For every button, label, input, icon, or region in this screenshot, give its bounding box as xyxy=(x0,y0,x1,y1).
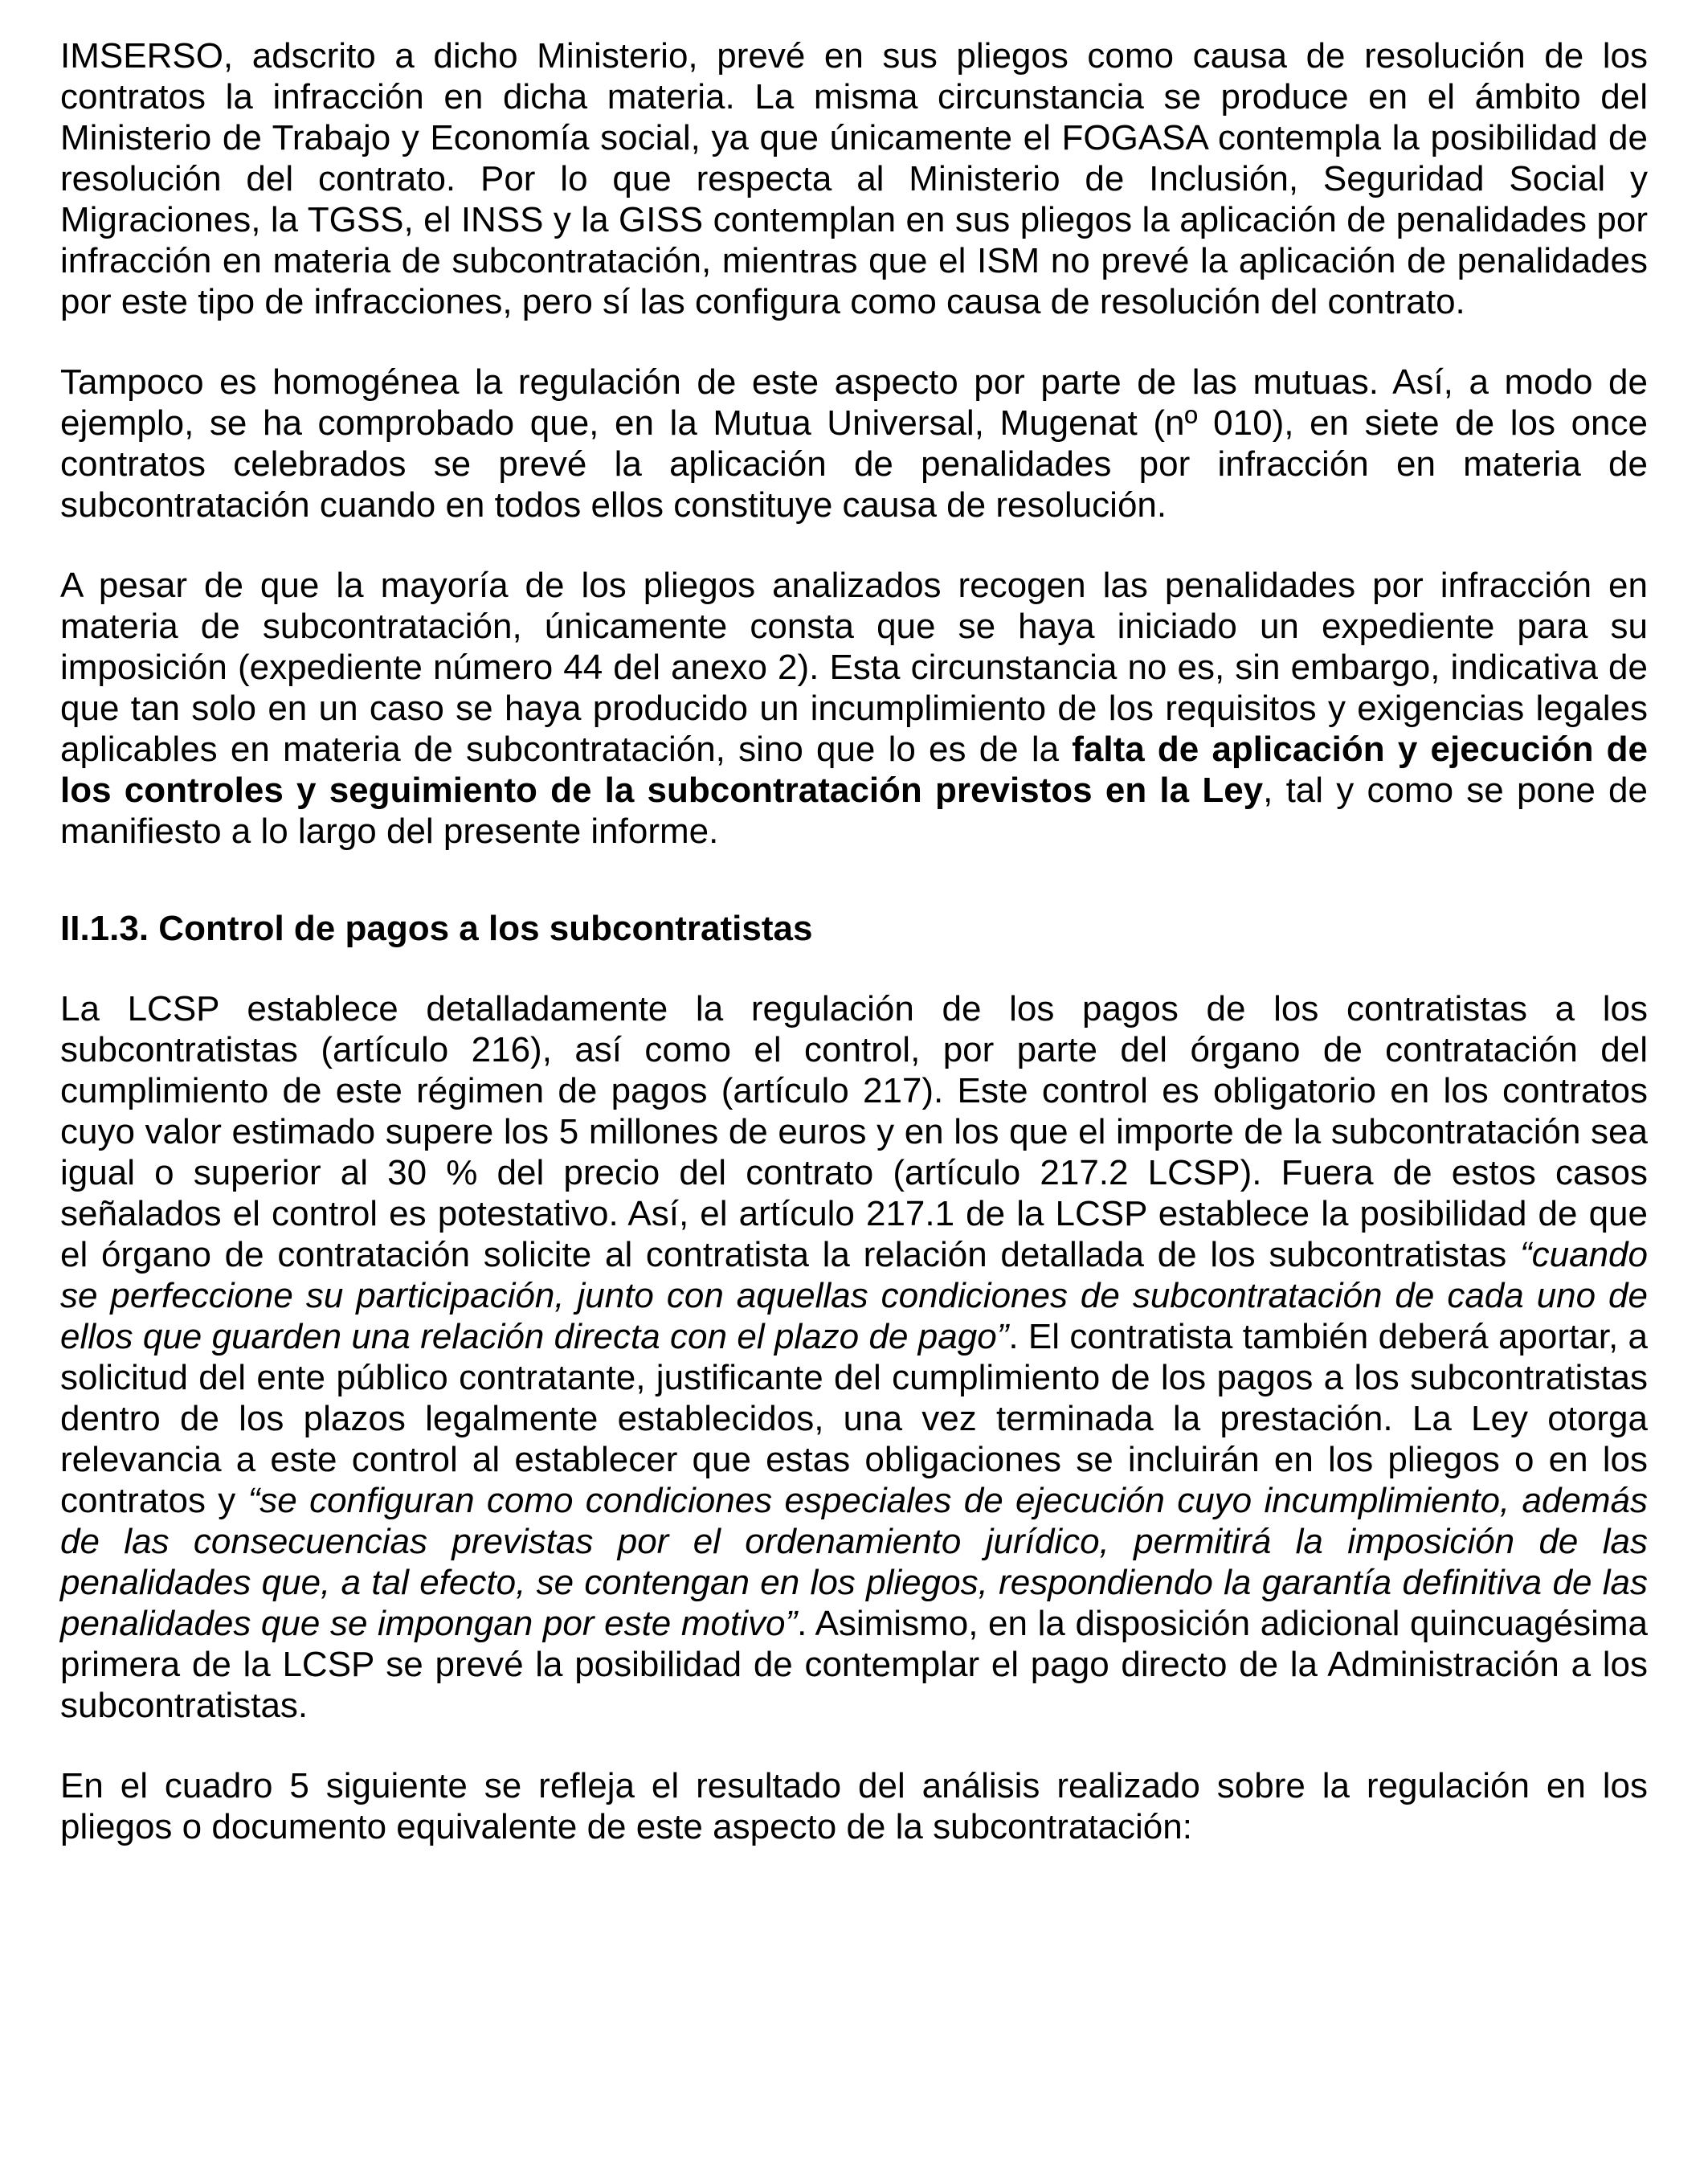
text-run: . Asimismo, en la disposición adicional quincuagésima primera de la LCSP se prevé la posibilidad de contemplar el pago directo de la Administración a los subcontratistas. xyxy=(60,1604,1648,1725)
italic-quote-run: “se configuran como condiciones especiales de ejecución cuyo incumplimiento, además de las consecuencias previstas por el ordenamiento jurídico, permitirá la imposición de las penalidades que, a tal efecto, se contengan en los pliegos, respondiendo la garantía definitiva de las penalidades que se impongan por este motivo” xyxy=(60,1481,1649,1643)
body-paragraph-5 xyxy=(60,1765,1648,1847)
section-heading xyxy=(60,908,1648,949)
text-run: La LCSP establece detalladamente la regulación de los pagos de los contratistas a los subcontratistas (artículo 216), así como el control, por parte del órgano de contratación del cumplimiento de este régimen de pagos (artículo 217). Este control es obligatorio en los contratos cuyo valor estimado supere los 5 millones de euros y en los que el importe de la subcontratación sea igual o superior al 30 % del precio del contrato (artículo 217.2 LCSP). Fuera de estos casos señalados el control es potestativo. Así, el artículo 217.1 de la LCSP establece la posibilidad de que el órgano de contratación solicite al contratista la relación detallada de los subcontratistas xyxy=(60,989,1648,1274)
text-run: En el cuadro 5 siguiente se refleja el resultado del análisis realizado sobre la regulación en los pliegos o documento equivalente de este aspecto de la subcontratación: xyxy=(60,1766,1648,1846)
text-run: A pesar de que la mayoría de los pliegos analizados recogen las penalidades por infracción en materia de subcontratación, únicamente consta que se haya iniciado un expediente para su imposición (expediente número 44 del anexo 2). Esta circunstancia no es, sin embargo, indicativa de que tan solo en un caso se haya producido un incumplimiento de los requisitos y exigencias legales aplicables en materia de subcontratación, sino que lo es de la xyxy=(60,566,1648,769)
body-paragraph-4 xyxy=(60,988,1648,1726)
section-heading-text: II.1.3. Control de pagos a los subcontratistas xyxy=(60,909,813,948)
body-paragraph-3 xyxy=(60,565,1648,852)
body-paragraph-1 xyxy=(60,35,1648,322)
text-run: IMSERSO, adscrito a dicho Ministerio, prevé en sus pliegos como causa de resolución de los contratos la infracción en dicha materia. La misma circunstancia se produce en el ámbito del Ministerio de Trabajo y Economía social, ya que únicamente el FOGASA contempla la posibilidad de resolución del contrato. Por lo que respecta al Ministerio de Inclusión, Seguridad Social y Migraciones, la TGSS, el INSS y la GISS contemplan en sus pliegos la aplicación de penalidades por infracción en materia de subcontratación, mientras que el ISM no prevé la aplicación de penalidades por este tipo de infracciones, pero sí las configura como causa de resolución del contrato. xyxy=(60,36,1648,321)
text-column xyxy=(60,35,1648,1887)
text-run: . El contratista también deberá aportar, a solicitud del ente público contratante, justificante del cumplimiento de los pagos a los subcontratistas dentro de los plazos legalmente establecidos, una vez terminada la prestación. La Ley otorga relevancia a este control al establecer que estas obligaciones se incluirán en los pliegos o en los contratos y xyxy=(60,1317,1648,1520)
text-run: , tal y como se pone de manifiesto a lo largo del presente informe. xyxy=(60,771,1648,851)
italic-quote-run: “cuando se perfeccione su participación, junto con aquellas condiciones de subcontratación de cada uno de ellos que guarden una relación directa con el plazo de pago” xyxy=(60,1235,1648,1356)
text-run: Tampoco es homogénea la regulación de este aspecto por parte de las mutuas. Así, a modo de ejemplo, se ha comprobado que, en la Mutua Universal, Mugenat (nº 010), en siete de los once contratos celebrados se prevé la aplicación de penalidades por infracción en materia de subcontratación cuando en todos ellos constituye causa de resolución. xyxy=(60,362,1648,525)
bold-text-run: falta de aplicación y ejecución de los controles y seguimiento de la subcontratación previstos en la Ley xyxy=(60,730,1648,810)
body-paragraph-2 xyxy=(60,362,1648,525)
